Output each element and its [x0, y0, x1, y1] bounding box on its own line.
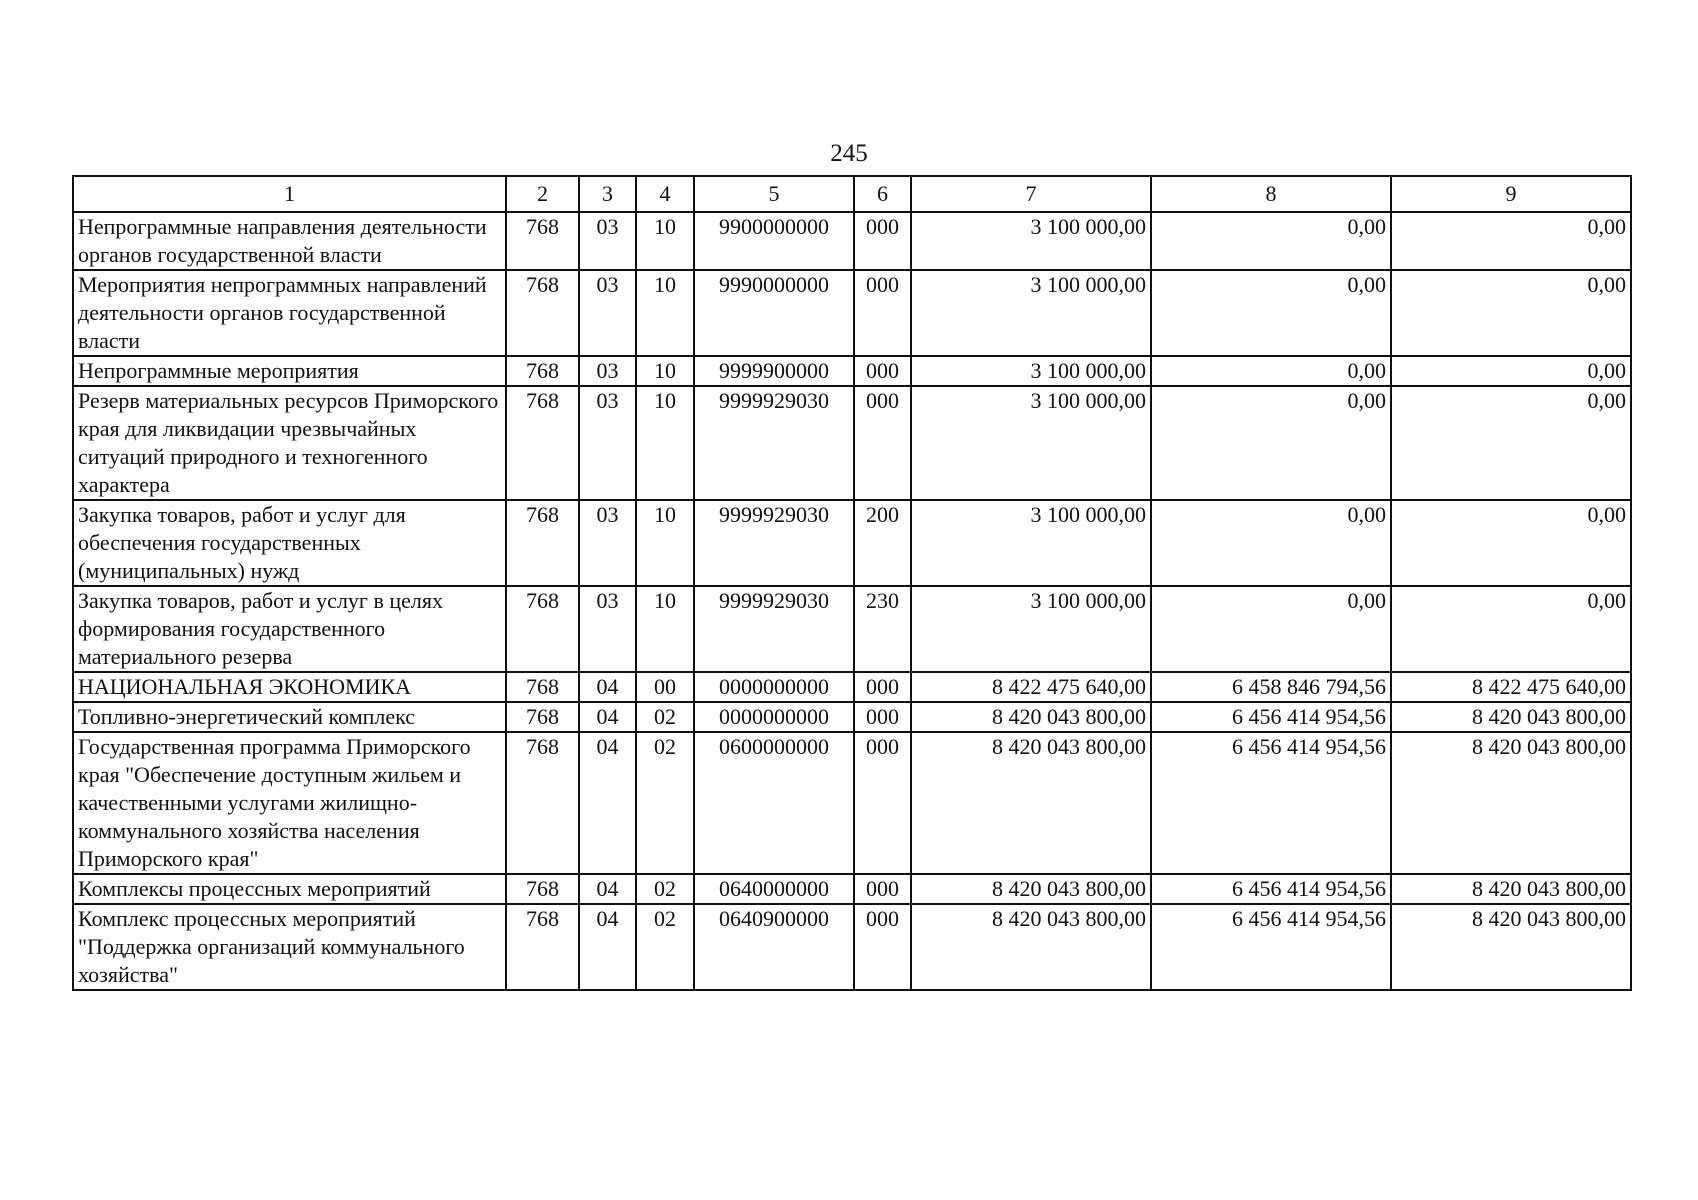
row-name: Топливно-энергетический комплекс [73, 702, 506, 732]
subsection-code: 00 [636, 672, 694, 702]
row-name: Непрограммные мероприятия [73, 356, 506, 386]
section-code: 04 [579, 702, 636, 732]
section-code: 03 [579, 386, 636, 500]
table-row [73, 500, 1631, 586]
amount-col-9: 8 420 043 800,00 [1391, 874, 1631, 904]
amount-col-8: 6 458 846 794,56 [1151, 672, 1391, 702]
column-header: 3 [579, 176, 636, 212]
amount-col-8: 6 456 414 954,56 [1151, 874, 1391, 904]
amount-col-8: 0,00 [1151, 386, 1391, 500]
target-article: 0640000000 [694, 874, 854, 904]
row-name: Комплексы процессных мероприятий [73, 874, 506, 904]
amount-col-7: 3 100 000,00 [911, 356, 1151, 386]
amount-col-9: 0,00 [1391, 270, 1631, 356]
admin-code: 768 [506, 702, 579, 732]
column-header: 8 [1151, 176, 1391, 212]
admin-code: 768 [506, 732, 579, 874]
amount-col-7: 3 100 000,00 [911, 586, 1151, 672]
target-article: 9999929030 [694, 386, 854, 500]
target-article: 9990000000 [694, 270, 854, 356]
expense-type: 000 [854, 702, 911, 732]
admin-code: 768 [506, 386, 579, 500]
amount-col-9: 8 422 475 640,00 [1391, 672, 1631, 702]
amount-col-7: 3 100 000,00 [911, 500, 1151, 586]
admin-code: 768 [506, 586, 579, 672]
column-header: 9 [1391, 176, 1631, 212]
section-code: 03 [579, 270, 636, 356]
column-header: 7 [911, 176, 1151, 212]
budget-table [72, 175, 1632, 991]
row-name: Непрограммные направления деятельности органов государственной власти [73, 212, 506, 270]
page-number: 245 [830, 140, 868, 167]
amount-col-8: 0,00 [1151, 586, 1391, 672]
amount-col-7: 8 420 043 800,00 [911, 732, 1151, 874]
amount-col-7: 3 100 000,00 [911, 270, 1151, 356]
table-row [73, 672, 1631, 702]
expense-type: 000 [854, 212, 911, 270]
amount-col-9: 0,00 [1391, 356, 1631, 386]
target-article: 9999929030 [694, 586, 854, 672]
target-article: 0000000000 [694, 672, 854, 702]
table-row [73, 904, 1631, 990]
expense-type: 000 [854, 904, 911, 990]
subsection-code: 10 [636, 270, 694, 356]
target-article: 9999929030 [694, 500, 854, 586]
table-row [73, 356, 1631, 386]
admin-code: 768 [506, 874, 579, 904]
amount-col-7: 8 422 475 640,00 [911, 672, 1151, 702]
amount-col-8: 6 456 414 954,56 [1151, 702, 1391, 732]
expense-type: 230 [854, 586, 911, 672]
expense-type: 000 [854, 874, 911, 904]
admin-code: 768 [506, 904, 579, 990]
section-code: 03 [579, 356, 636, 386]
expense-type: 000 [854, 672, 911, 702]
section-code: 04 [579, 874, 636, 904]
section-code: 03 [579, 212, 636, 270]
amount-col-7: 3 100 000,00 [911, 386, 1151, 500]
amount-col-9: 8 420 043 800,00 [1391, 732, 1631, 874]
amount-col-7: 8 420 043 800,00 [911, 874, 1151, 904]
subsection-code: 10 [636, 356, 694, 386]
amount-col-8: 6 456 414 954,56 [1151, 732, 1391, 874]
amount-col-7: 8 420 043 800,00 [911, 702, 1151, 732]
expense-type: 000 [854, 270, 911, 356]
row-name: Закупка товаров, работ и услуг в целях формирования государственного материального резерва [73, 586, 506, 672]
amount-col-8: 0,00 [1151, 356, 1391, 386]
subsection-code: 10 [636, 586, 694, 672]
admin-code: 768 [506, 500, 579, 586]
expense-type: 000 [854, 356, 911, 386]
row-name: НАЦИОНАЛЬНАЯ ЭКОНОМИКА [73, 672, 506, 702]
amount-col-9: 8 420 043 800,00 [1391, 702, 1631, 732]
row-name: Резерв материальных ресурсов Приморского края для ликвидации чрезвычайных ситуаций природного и техногенного характера [73, 386, 506, 500]
table-row [73, 270, 1631, 356]
amount-col-8: 0,00 [1151, 270, 1391, 356]
admin-code: 768 [506, 270, 579, 356]
expense-type: 000 [854, 732, 911, 874]
table-row [73, 702, 1631, 732]
table-row [73, 212, 1631, 270]
target-article: 0600000000 [694, 732, 854, 874]
amount-col-9: 0,00 [1391, 586, 1631, 672]
target-article: 0000000000 [694, 702, 854, 732]
amount-col-8: 0,00 [1151, 212, 1391, 270]
amount-col-7: 3 100 000,00 [911, 212, 1151, 270]
column-number-row [73, 176, 1631, 212]
admin-code: 768 [506, 356, 579, 386]
amount-col-7: 8 420 043 800,00 [911, 904, 1151, 990]
admin-code: 768 [506, 212, 579, 270]
admin-code: 768 [506, 672, 579, 702]
target-article: 0640900000 [694, 904, 854, 990]
subsection-code: 10 [636, 212, 694, 270]
amount-col-8: 6 456 414 954,56 [1151, 904, 1391, 990]
amount-col-9: 8 420 043 800,00 [1391, 904, 1631, 990]
column-header: 4 [636, 176, 694, 212]
subsection-code: 02 [636, 732, 694, 874]
column-header: 5 [694, 176, 854, 212]
table-row [73, 586, 1631, 672]
row-name: Закупка товаров, работ и услуг для обеспечения государственных (муниципальных) нужд [73, 500, 506, 586]
section-code: 03 [579, 500, 636, 586]
subsection-code: 10 [636, 500, 694, 586]
amount-col-9: 0,00 [1391, 500, 1631, 586]
subsection-code: 02 [636, 702, 694, 732]
amount-col-9: 0,00 [1391, 386, 1631, 500]
section-code: 04 [579, 904, 636, 990]
table-row [73, 386, 1631, 500]
row-name: Комплекс процессных мероприятий "Поддержка организаций коммунального хозяйства" [73, 904, 506, 990]
subsection-code: 02 [636, 874, 694, 904]
table-row [73, 732, 1631, 874]
subsection-code: 02 [636, 904, 694, 990]
expense-type: 200 [854, 500, 911, 586]
row-name: Мероприятия непрограммных направлений деятельности органов государственной власти [73, 270, 506, 356]
expense-type: 000 [854, 386, 911, 500]
target-article: 9999900000 [694, 356, 854, 386]
amount-col-8: 0,00 [1151, 500, 1391, 586]
column-header: 2 [506, 176, 579, 212]
subsection-code: 10 [636, 386, 694, 500]
column-header: 1 [73, 176, 506, 212]
section-code: 03 [579, 586, 636, 672]
section-code: 04 [579, 672, 636, 702]
table-row [73, 874, 1631, 904]
row-name: Государственная программа Приморского края "Обеспечение доступным жильем и качественными услугами жилищно-коммунального хозяйства населения Приморского края" [73, 732, 506, 874]
amount-col-9: 0,00 [1391, 212, 1631, 270]
target-article: 9900000000 [694, 212, 854, 270]
section-code: 04 [579, 732, 636, 874]
column-header: 6 [854, 176, 911, 212]
